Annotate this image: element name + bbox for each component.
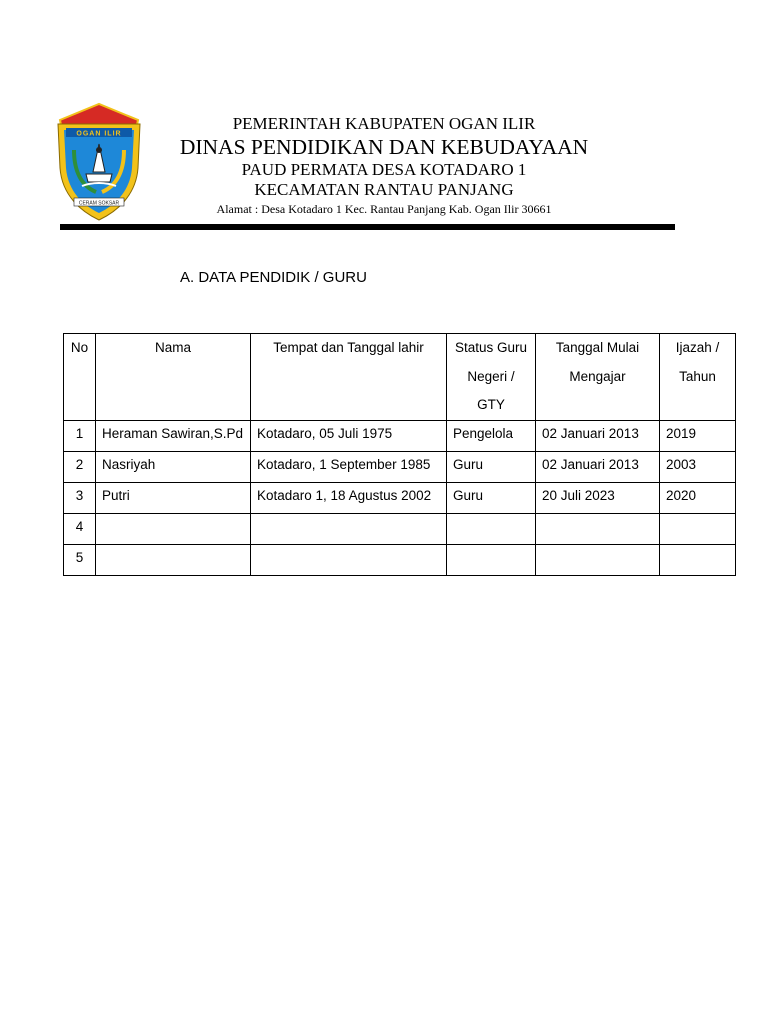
column-header-ijazah: Ijazah / Tahun xyxy=(660,334,736,421)
cell-ijazah xyxy=(660,513,736,544)
cell-birth xyxy=(251,513,447,544)
letterhead-department: DINAS PENDIDIKAN DAN KEBUDAYAAN xyxy=(179,135,589,159)
cell-ijazah xyxy=(660,544,736,575)
table-row xyxy=(64,420,736,451)
cell-start-date: 02 Januari 2013 xyxy=(536,451,660,482)
cell-no: 5 xyxy=(64,544,96,575)
column-header-birth: Tempat dan Tanggal lahir xyxy=(251,334,447,421)
cell-start-date xyxy=(536,544,660,575)
cell-no: 3 xyxy=(64,482,96,513)
table-row xyxy=(64,544,736,575)
cell-no: 1 xyxy=(64,420,96,451)
teacher-data-table xyxy=(63,333,736,576)
cell-birth: Kotadaro, 1 September 1985 xyxy=(251,451,447,482)
ogan-ilir-emblem-logo xyxy=(52,102,146,222)
letterhead-district: KECAMATAN RANTAU PANJANG xyxy=(254,180,514,199)
cell-status: Guru xyxy=(447,451,536,482)
cell-birth xyxy=(251,544,447,575)
section-title: A. DATA PENDIDIK / GURU xyxy=(180,269,367,286)
cell-nama: Nasriyah xyxy=(96,451,251,482)
cell-ijazah: 2019 xyxy=(660,420,736,451)
cell-start-date: 02 Januari 2013 xyxy=(536,420,660,451)
column-header-nama: Nama xyxy=(96,334,251,421)
letterhead-school: PAUD PERMATA DESA KOTADARO 1 xyxy=(241,160,527,179)
cell-status xyxy=(447,513,536,544)
svg-text:OGAN ILIR: OGAN ILIR xyxy=(76,130,122,138)
letterhead-divider xyxy=(60,224,675,230)
table-header-row xyxy=(64,334,736,421)
svg-text:CERAM SOKSAR: CERAM SOKSAR xyxy=(78,200,120,207)
cell-status: Guru xyxy=(447,482,536,513)
cell-status xyxy=(447,544,536,575)
cell-nama: Putri xyxy=(96,482,251,513)
cell-start-date xyxy=(536,513,660,544)
letterhead-address: Alamat : Desa Kotadaro 1 Kec. Rantau Panjang Kab. Ogan Ilir 30661 xyxy=(216,202,552,216)
cell-ijazah: 2003 xyxy=(660,451,736,482)
cell-nama xyxy=(96,544,251,575)
letterhead xyxy=(150,114,618,218)
table-row xyxy=(64,513,736,544)
cell-ijazah: 2020 xyxy=(660,482,736,513)
cell-start-date: 20 Juli 2023 xyxy=(536,482,660,513)
cell-no: 4 xyxy=(64,513,96,544)
column-header-status: Status Guru Negeri / GTY xyxy=(447,334,536,421)
letterhead-government: PEMERINTAH KABUPATEN OGAN ILIR xyxy=(232,114,536,133)
cell-nama xyxy=(96,513,251,544)
cell-birth: Kotadaro 1, 18 Agustus 2002 xyxy=(251,482,447,513)
table-row xyxy=(64,482,736,513)
column-header-no: No xyxy=(64,334,96,421)
cell-status: Pengelola xyxy=(447,420,536,451)
cell-birth: Kotadaro, 05 Juli 1975 xyxy=(251,420,447,451)
cell-nama: Heraman Sawiran,S.Pd xyxy=(96,420,251,451)
column-header-start-date: Tanggal Mulai Mengajar xyxy=(536,334,660,421)
table-row xyxy=(64,451,736,482)
cell-no: 2 xyxy=(64,451,96,482)
